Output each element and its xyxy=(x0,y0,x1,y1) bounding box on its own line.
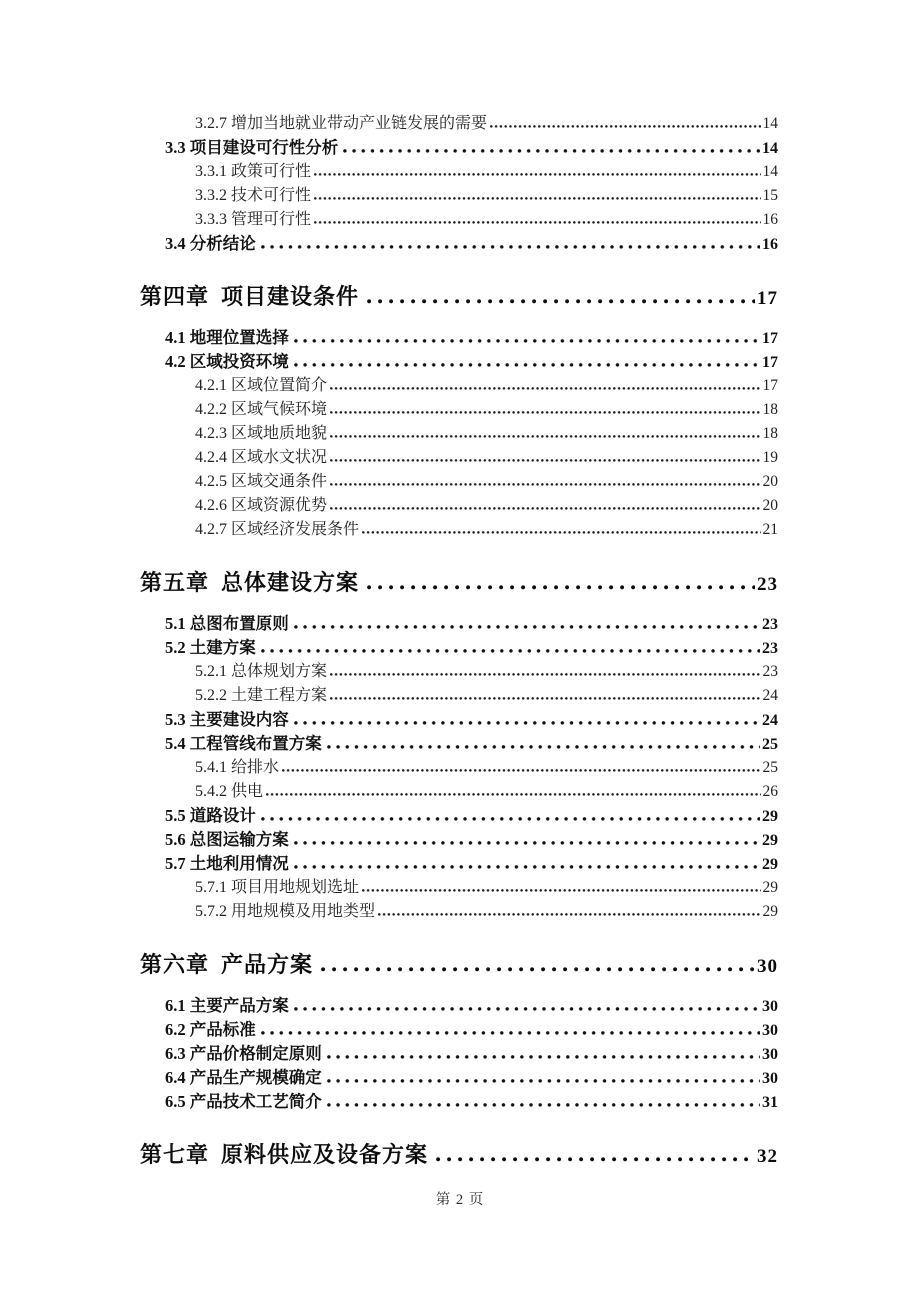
toc-entry xyxy=(165,708,778,732)
toc-entry-title: 5.5 道路设计 xyxy=(165,806,256,825)
dot-leader xyxy=(261,1031,760,1035)
toc-entry-title: 第四章 项目建设条件 xyxy=(140,284,360,309)
toc-entry-title: 5.7.1 项目用地规划选址 xyxy=(195,879,360,896)
toc-entry-title: 5.4.2 供电 xyxy=(195,783,264,800)
toc-entry-title: 6.3 产品价格制定原则 xyxy=(165,1044,322,1063)
toc-entry xyxy=(165,232,778,256)
toc-entry-page-number: 14 xyxy=(762,163,778,180)
dot-leader xyxy=(330,697,760,700)
toc-entry xyxy=(195,756,778,780)
toc-entry-page-number: 15 xyxy=(762,187,778,204)
toc-entry-title: 4.2.7 区域经济发展条件 xyxy=(195,521,360,538)
toc-entry-title: 5.2 土建方案 xyxy=(165,638,256,657)
toc-entry xyxy=(195,660,778,684)
toc-entry-page-number: 17 xyxy=(762,377,778,394)
dot-leader xyxy=(330,387,760,390)
toc-entry-title: 4.2.2 区域气候环境 xyxy=(195,401,328,418)
toc-entry-page-number: 25 xyxy=(762,736,778,753)
dot-leader xyxy=(282,769,760,772)
toc-entry-page-number: 14 xyxy=(762,115,778,132)
page-footer xyxy=(0,1188,920,1209)
dot-leader xyxy=(294,1007,760,1011)
toc-entry-page-number: 18 xyxy=(762,401,778,418)
dot-leader xyxy=(266,793,760,796)
toc-entry-title: 5.4 工程管线布置方案 xyxy=(165,734,322,753)
dot-leader xyxy=(294,721,760,725)
dot-leader xyxy=(261,245,760,249)
toc-entry-page-number: 24 xyxy=(762,687,778,704)
toc-entry xyxy=(165,804,778,828)
toc-entry-title: 4.2.4 区域水文状况 xyxy=(195,449,328,466)
toc-entry xyxy=(195,184,778,208)
dot-leader xyxy=(294,841,760,845)
dot-leader xyxy=(314,197,760,200)
toc-entry-page-number: 25 xyxy=(762,759,778,776)
toc-entry xyxy=(165,994,778,1018)
toc-entry xyxy=(165,852,778,876)
toc-entry-title: 6.4 产品生产规模确定 xyxy=(165,1068,322,1087)
dot-leader xyxy=(327,745,760,749)
toc-entry-page-number: 16 xyxy=(762,211,778,228)
dot-leader xyxy=(327,1103,760,1107)
toc-entry-page-number: 30 xyxy=(762,1046,778,1063)
toc-entry-title: 6.5 产品技术工艺简介 xyxy=(165,1092,322,1111)
table-of-contents xyxy=(140,112,778,1184)
toc-entry xyxy=(195,684,778,708)
dot-leader xyxy=(327,1079,760,1083)
toc-entry xyxy=(165,1066,778,1090)
toc-entry-page-number: 17 xyxy=(757,288,778,309)
toc-entry-page-number: 23 xyxy=(762,663,778,680)
toc-entry xyxy=(195,374,778,398)
dot-leader xyxy=(436,1157,755,1162)
dot-leader xyxy=(330,435,760,438)
toc-entry-title: 4.2.6 区域资源优势 xyxy=(195,497,328,514)
dot-leader xyxy=(367,585,755,590)
toc-entry-title: 4.2.1 区域位置简介 xyxy=(195,377,328,394)
toc-entry xyxy=(165,1090,778,1114)
toc-entry-title: 5.3 主要建设内容 xyxy=(165,710,289,729)
toc-entry xyxy=(165,350,778,374)
dot-leader xyxy=(330,483,760,486)
dot-leader xyxy=(330,673,760,676)
toc-entry-title: 3.3.2 技术可行性 xyxy=(195,187,312,204)
toc-entry-page-number: 29 xyxy=(762,832,778,849)
toc-entry-page-number: 17 xyxy=(762,354,778,371)
toc-entry-page-number: 26 xyxy=(762,783,778,800)
toc-entry xyxy=(195,780,778,804)
dot-leader xyxy=(261,649,760,653)
toc-entry xyxy=(195,398,778,422)
page-number-label: 第 2 页 xyxy=(435,1192,485,1208)
toc-entry xyxy=(165,326,778,350)
dot-leader xyxy=(362,889,760,892)
toc-entry-page-number: 31 xyxy=(762,1094,778,1111)
toc-entry xyxy=(165,1018,778,1042)
toc-entry-title: 3.4 分析结论 xyxy=(165,234,256,253)
toc-entry xyxy=(165,1042,778,1066)
toc-entry-page-number: 16 xyxy=(762,236,778,253)
toc-entry xyxy=(195,900,778,924)
toc-entry-page-number: 18 xyxy=(762,425,778,442)
toc-entry-title: 5.2.1 总体规划方案 xyxy=(195,663,328,680)
toc-entry-page-number: 29 xyxy=(762,879,778,896)
toc-entry-page-number: 20 xyxy=(762,497,778,514)
toc-entry-title: 5.2.2 土建工程方案 xyxy=(195,687,328,704)
toc-chapter-heading xyxy=(140,568,778,598)
toc-entry-page-number: 24 xyxy=(762,712,778,729)
toc-entry-title: 3.3 项目建设可行性分析 xyxy=(165,138,339,157)
toc-entry-page-number: 30 xyxy=(762,1022,778,1039)
toc-entry xyxy=(195,876,778,900)
toc-entry-page-number: 30 xyxy=(762,1070,778,1087)
toc-chapter-heading xyxy=(140,950,778,980)
toc-entry-page-number: 29 xyxy=(762,856,778,873)
toc-entry xyxy=(195,112,778,136)
dot-leader xyxy=(378,913,760,916)
toc-entry xyxy=(195,470,778,494)
toc-entry-page-number: 29 xyxy=(762,808,778,825)
dot-leader xyxy=(330,459,760,462)
dot-leader xyxy=(294,865,760,869)
toc-entry-page-number: 23 xyxy=(762,616,778,633)
toc-entry-title: 第五章 总体建设方案 xyxy=(140,570,360,595)
dot-leader xyxy=(314,221,760,224)
toc-entry-title: 4.1 地理位置选择 xyxy=(165,328,289,347)
toc-entry-page-number: 30 xyxy=(762,998,778,1015)
toc-entry xyxy=(165,828,778,852)
toc-entry-title: 第七章 原料供应及设备方案 xyxy=(140,1142,429,1167)
dot-leader xyxy=(343,149,760,153)
dot-leader xyxy=(294,625,760,629)
dot-leader xyxy=(330,507,760,510)
toc-entry-title: 4.2.3 区域地质地貌 xyxy=(195,425,328,442)
toc-entry-title: 6.1 主要产品方案 xyxy=(165,996,289,1015)
toc-entry xyxy=(195,494,778,518)
toc-entry xyxy=(195,518,778,542)
toc-entry xyxy=(195,422,778,446)
dot-leader xyxy=(314,173,760,176)
toc-entry-page-number: 32 xyxy=(757,1146,778,1167)
toc-entry-title: 4.2 区域投资环境 xyxy=(165,352,289,371)
dot-leader xyxy=(294,363,760,367)
toc-entry-title: 3.3.1 政策可行性 xyxy=(195,163,312,180)
toc-entry xyxy=(195,446,778,470)
toc-entry-title: 5.7.2 用地规模及用地类型 xyxy=(195,903,376,920)
toc-entry-page-number: 21 xyxy=(762,521,778,538)
toc-entry-page-number: 30 xyxy=(757,956,778,977)
toc-entry-page-number: 23 xyxy=(762,640,778,657)
dot-leader xyxy=(367,299,755,304)
toc-chapter-heading xyxy=(140,282,778,312)
dot-leader xyxy=(321,967,755,972)
toc-entry-title: 6.2 产品标准 xyxy=(165,1020,256,1039)
toc-entry xyxy=(195,208,778,232)
dot-leader xyxy=(261,817,760,821)
toc-entry-title: 3.2.7 增加当地就业带动产业链发展的需要 xyxy=(195,115,488,132)
toc-entry-title: 3.3.3 管理可行性 xyxy=(195,211,312,228)
dot-leader xyxy=(490,125,760,128)
toc-entry-title: 5.4.1 给排水 xyxy=(195,759,280,776)
toc-entry-title: 5.6 总图运输方案 xyxy=(165,830,289,849)
dot-leader xyxy=(294,339,760,343)
toc-entry-page-number: 14 xyxy=(762,140,778,157)
toc-entry-title: 5.1 总图布置原则 xyxy=(165,614,289,633)
toc-entry-page-number: 17 xyxy=(762,330,778,347)
toc-entry xyxy=(165,612,778,636)
toc-entry-page-number: 23 xyxy=(757,574,778,595)
toc-entry-page-number: 20 xyxy=(762,473,778,490)
toc-entry-page-number: 29 xyxy=(762,903,778,920)
toc-entry-title: 5.7 土地利用情况 xyxy=(165,854,289,873)
toc-entry xyxy=(165,732,778,756)
toc-chapter-heading xyxy=(140,1140,778,1170)
toc-entry xyxy=(165,636,778,660)
dot-leader xyxy=(362,531,760,534)
toc-entry-title: 第六章 产品方案 xyxy=(140,952,314,977)
dot-leader xyxy=(330,411,760,414)
toc-entry xyxy=(195,160,778,184)
toc-entry-page-number: 19 xyxy=(762,449,778,466)
dot-leader xyxy=(327,1055,760,1059)
toc-entry-title: 4.2.5 区域交通条件 xyxy=(195,473,328,490)
toc-entry xyxy=(165,136,778,160)
